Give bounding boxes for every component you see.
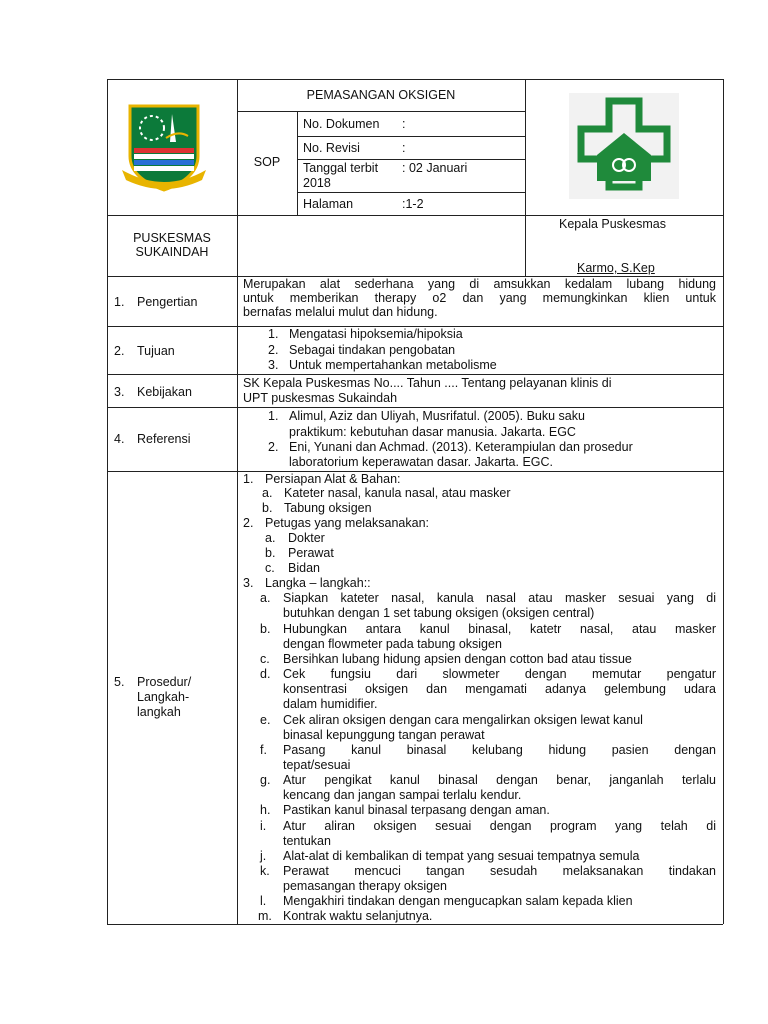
step-line: Perawat mencuci tangan sesudah melaksanakan tindakan xyxy=(283,864,716,878)
section-label-referensi: Referensi xyxy=(137,432,191,446)
step-line: Bersihkan lubang hidung apsien dengan cotton bad atau tissue xyxy=(283,652,632,666)
list-letter: e. xyxy=(260,713,271,727)
persiapan-item: Kateter nasal, kanula nasal, atau masker xyxy=(284,486,511,500)
list-number: 2. xyxy=(268,343,279,357)
persiapan-item: Tabung oksigen xyxy=(284,501,372,515)
section-number-3: 3. xyxy=(114,385,125,399)
list-number: 2. xyxy=(268,440,279,454)
field-divider-3 xyxy=(297,192,525,193)
petugas-item: Bidan xyxy=(288,561,320,575)
list-number: 3. xyxy=(268,358,279,372)
step-line: tentukan xyxy=(283,834,331,848)
field-divider-1 xyxy=(297,136,525,137)
step-line: butuhkan dengan 1 set tabung oksigen (oksigen central) xyxy=(283,606,595,620)
step-line: tepat/sesuai xyxy=(283,758,351,772)
step-line: pemasangan therapy oksigen xyxy=(283,879,448,893)
section-label-pengertian: Pengertian xyxy=(137,295,198,309)
tujuan-item: Mengatasi hipoksemia/hipoksia xyxy=(289,327,463,341)
tujuan-item: Sebagai tindakan pengobatan xyxy=(289,343,456,357)
field-value-year: 2018 xyxy=(303,176,331,190)
kebijakan-text-line: SK Kepala Puskesmas No.... Tahun .... Tentang pelayanan klinis di xyxy=(243,376,612,390)
step-line: Pasang kanul binasal kelubang hidung pasien dengan xyxy=(283,743,716,757)
list-letter: a. xyxy=(262,486,273,500)
section-label-kebijakan: Kebijakan xyxy=(137,385,192,399)
petugas-title: Petugas yang melaksanakan: xyxy=(265,516,429,530)
list-letter: b. xyxy=(262,501,273,515)
referensi-item-line: praktikum: kebutuhan dasar manusia. Jakarta. EGC xyxy=(289,425,576,439)
pengertian-text-line: untuk memberikan therapy o2 dan yang memungkinkan klien untuk xyxy=(243,291,716,305)
section-label-prosedur: Prosedur/ xyxy=(137,675,192,689)
section-number-4: 4. xyxy=(114,432,125,446)
field-label-tanggal: Tanggal terbit xyxy=(303,161,379,175)
column-divider xyxy=(237,79,238,924)
step-line: dalam humidifier. xyxy=(283,697,378,711)
list-letter: b. xyxy=(265,546,276,560)
list-letter: j. xyxy=(260,849,267,863)
list-letter: h. xyxy=(260,803,271,817)
title-divider xyxy=(237,111,525,112)
kebijakan-text-line: UPT puskesmas Sukaindah xyxy=(243,391,398,405)
step-line: Alat-alat di kembalikan di tempat yang sesuai tempatnya semula xyxy=(283,849,640,863)
row-line-4 xyxy=(107,407,723,408)
regional-emblem-logo xyxy=(116,98,212,194)
table-border-bottom xyxy=(107,924,723,925)
signer-title: Kepala Puskesmas xyxy=(559,217,667,231)
pengertian-text-line: Merupakan alat sederhana yang di amsukkan kedalam lubang hidung xyxy=(243,277,716,291)
step-line: kencang dan jangan sampai terlalu kendur. xyxy=(283,788,522,802)
list-letter: f. xyxy=(260,743,267,757)
section-number-5: 5. xyxy=(114,675,125,689)
list-letter: c. xyxy=(260,652,270,666)
list-letter: k. xyxy=(260,864,270,878)
referensi-item-line: laboratorium keperawatan dasar. Jakarta. EGC. xyxy=(289,455,554,469)
field-value-halaman: :1-2 xyxy=(402,197,424,211)
petugas-item: Perawat xyxy=(288,546,334,560)
step-line: binasal kepunggung tangan perawat xyxy=(283,728,485,742)
header-bottom-line xyxy=(107,215,723,216)
list-letter: d. xyxy=(260,667,271,681)
section-label-tujuan: Tujuan xyxy=(137,344,175,358)
sop-label: SOP xyxy=(253,155,281,169)
document-title: PEMASANGAN OKSIGEN xyxy=(306,88,456,102)
row-line-5 xyxy=(107,471,723,472)
step-line: Hubungkan antara kanul binasal, katetr nasal, atau masker xyxy=(283,622,716,636)
list-letter: l. xyxy=(260,894,267,908)
step-line: Cek aliran oksigen dengan cara mengalirkan oksigen lewat kanul xyxy=(283,713,643,727)
field-value-tanggal: : 02 Januari xyxy=(402,161,468,175)
step-line: konsentrasi oksigen dan mengamati adanya gelembung udara xyxy=(283,682,716,696)
step-line: Mengakhiri tindakan dengan mengucapkan salam kepada klien xyxy=(283,894,633,908)
referensi-item-line: Alimul, Aziz dan Uliyah, Musrifatul. (2005). Buku saku xyxy=(289,409,585,423)
row-line-3 xyxy=(107,374,723,375)
field-label-revisi: No. Revisi xyxy=(303,141,360,155)
referensi-item-line: Eni, Yunani dan Achmad. (2013). Keterampiulan dan prosedur xyxy=(289,440,633,454)
list-number: 1. xyxy=(243,472,254,486)
table-border-top xyxy=(107,79,723,80)
section-label-prosedur: Langkah- xyxy=(137,690,190,704)
tujuan-item: Untuk mempertahankan metabolisme xyxy=(289,358,497,372)
list-number: 1. xyxy=(268,327,279,341)
table-border-left xyxy=(107,79,108,924)
sop-divider xyxy=(297,111,298,215)
persiapan-title: Persiapan Alat & Bahan: xyxy=(265,472,401,486)
list-letter: a. xyxy=(260,591,271,605)
org-name-line2: SUKAINDAH xyxy=(135,245,209,259)
list-number: 2. xyxy=(243,516,254,530)
list-letter: g. xyxy=(260,773,271,787)
signer-name: Karmo, S.Kep xyxy=(577,261,655,275)
list-number: 3. xyxy=(243,576,254,590)
step-line: Kontrak waktu selanjutnya. xyxy=(283,909,433,923)
field-label-halaman: Halaman xyxy=(303,197,354,211)
section-label-prosedur: langkah xyxy=(137,705,181,719)
step-line: Cek fungsiu dari slowmeter dengan memutar pengatur xyxy=(283,667,716,681)
section-number-1: 1. xyxy=(114,295,125,309)
section-number-2: 2. xyxy=(114,344,125,358)
petugas-item: Dokter xyxy=(288,531,325,545)
langkah-title: Langka – langkah:: xyxy=(265,576,371,590)
pengertian-text-line: bernafas melalui mulut dan hidung. xyxy=(243,305,438,319)
step-line: Atur aliran oksigen sesuai dengan program yang telah di xyxy=(283,819,716,833)
field-divider-2 xyxy=(297,159,525,160)
list-number: 1. xyxy=(268,409,279,423)
puskesmas-cross-logo xyxy=(569,93,679,199)
step-line: Atur pengikat kanul binasal dengan benar, janganlah terlalu xyxy=(283,773,716,787)
step-line: Siapkan kateter nasal, kanula nasal atau masker sesuai yang di xyxy=(283,591,716,605)
field-label-dokumen: No. Dokumen xyxy=(303,117,380,131)
list-letter: a. xyxy=(265,531,276,545)
step-line: dengan flowmeter pada tabung oksigen xyxy=(283,637,502,651)
list-letter: m. xyxy=(258,909,272,923)
field-value-dokumen: : xyxy=(402,117,406,131)
table-border-right xyxy=(723,79,724,924)
list-letter: b. xyxy=(260,622,271,636)
list-letter: i. xyxy=(260,819,267,833)
header-divider-right xyxy=(525,79,526,276)
org-name-line1: PUSKESMAS xyxy=(133,231,211,245)
step-line: Pastikan kanul binasal terpasang dengan aman. xyxy=(283,803,550,817)
list-letter: c. xyxy=(265,561,275,575)
field-value-revisi: : xyxy=(402,141,406,155)
